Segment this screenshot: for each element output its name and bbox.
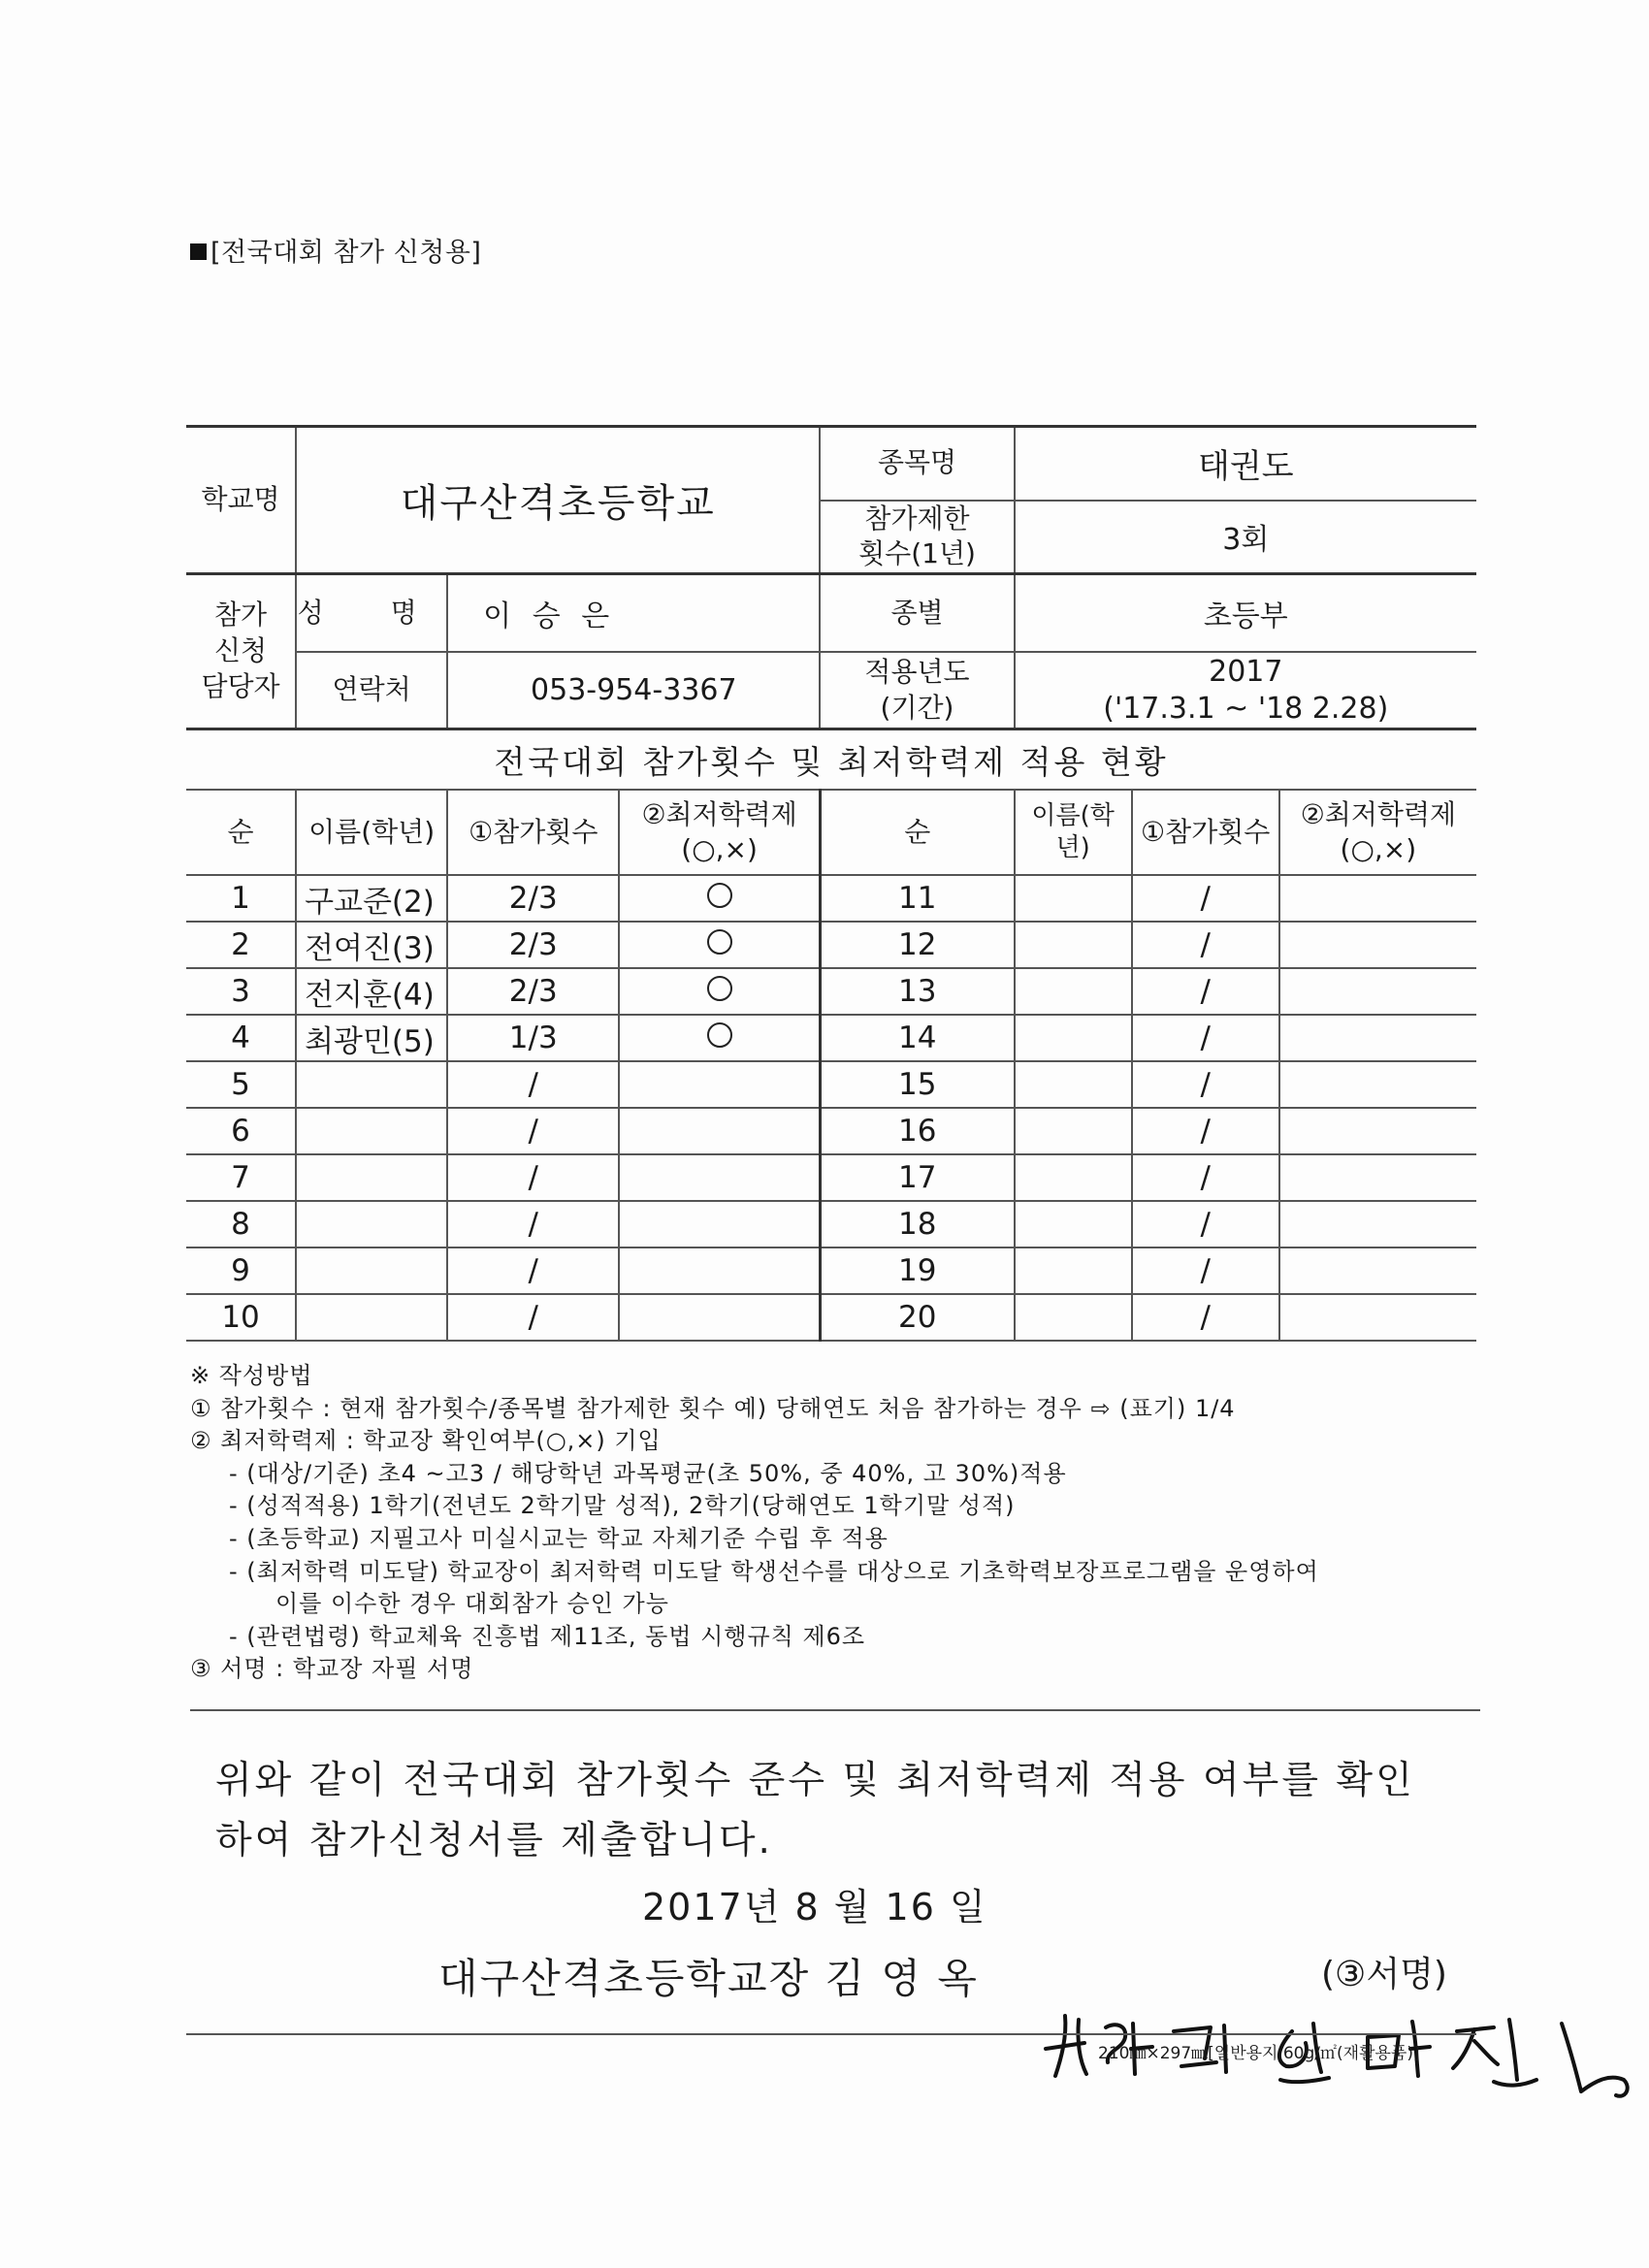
row-number: 15 bbox=[820, 1061, 1014, 1108]
school-name: 대구산격초등학교 bbox=[296, 427, 820, 574]
student-name bbox=[296, 1108, 447, 1154]
student-name bbox=[1015, 1201, 1132, 1247]
academic-status bbox=[619, 922, 820, 968]
instruction-2c: - (초등학교) 지필고사 미실시교는 학교 자체기준 수립 후 적용 bbox=[229, 1524, 889, 1552]
academic-status bbox=[619, 1154, 820, 1201]
academic-status bbox=[619, 1061, 820, 1108]
participation-count: 1/3 bbox=[447, 1015, 619, 1061]
academic-status bbox=[1279, 1247, 1476, 1294]
row-number: 9 bbox=[186, 1247, 296, 1294]
participation-count: / bbox=[1132, 1061, 1279, 1108]
event-label: 종목명 bbox=[820, 427, 1014, 501]
contact-phone-label: 연락처 bbox=[296, 652, 447, 729]
contact-name-value: 이 승 은 bbox=[447, 574, 820, 652]
participation-count: 2/3 bbox=[447, 968, 619, 1015]
student-name bbox=[1015, 1015, 1132, 1061]
table-row bbox=[186, 922, 1476, 968]
participation-count: / bbox=[447, 1108, 619, 1154]
student-name bbox=[1015, 1294, 1132, 1341]
table-row bbox=[186, 1015, 1476, 1061]
academic-status bbox=[1279, 1294, 1476, 1341]
header-academic: ②최저학력제 (○,×) bbox=[619, 790, 820, 875]
row-number: 3 bbox=[186, 968, 296, 1015]
student-name bbox=[296, 1201, 447, 1247]
table-row bbox=[186, 1294, 1476, 1341]
event-value: 태권도 bbox=[1015, 427, 1476, 501]
table-row bbox=[186, 1201, 1476, 1247]
instructions-section bbox=[190, 1360, 1480, 1711]
contact-name-label: 성 명 bbox=[296, 574, 447, 652]
row-number: 11 bbox=[820, 875, 1014, 922]
limit-label: 참가제한 횟수(1년) bbox=[820, 501, 1014, 574]
participation-count: / bbox=[447, 1201, 619, 1247]
student-name bbox=[1015, 968, 1132, 1015]
section-title: 전국대회 참가횟수 및 최저학력제 적용 현황 bbox=[186, 729, 1476, 791]
header-no: 순 bbox=[186, 790, 296, 875]
academic-status bbox=[619, 1247, 820, 1294]
row-number: 10 bbox=[186, 1294, 296, 1341]
student-name bbox=[296, 1061, 447, 1108]
row-number: 14 bbox=[820, 1015, 1014, 1061]
document-label-text: [전국대회 참가 신청용] bbox=[210, 238, 482, 268]
table-row bbox=[186, 1247, 1476, 1294]
document-label bbox=[190, 231, 481, 269]
academic-status bbox=[1279, 1108, 1476, 1154]
confirmation-statement bbox=[215, 1751, 1415, 1872]
academic-status bbox=[1279, 1154, 1476, 1201]
circle-mark-icon bbox=[707, 1022, 732, 1048]
row-number: 7 bbox=[186, 1154, 296, 1201]
row-number: 2 bbox=[186, 922, 296, 968]
academic-status bbox=[1279, 1061, 1476, 1108]
row-number: 16 bbox=[820, 1108, 1014, 1154]
row-number: 17 bbox=[820, 1154, 1014, 1201]
academic-status bbox=[1279, 1201, 1476, 1247]
student-name bbox=[296, 1294, 447, 1341]
participation-count: / bbox=[1132, 1154, 1279, 1201]
student-name bbox=[296, 1154, 447, 1201]
student-name: 구교준(2) bbox=[296, 875, 447, 922]
instructions-title: ※ 작성방법 bbox=[190, 1362, 313, 1389]
participation-count: / bbox=[1132, 1247, 1279, 1294]
academic-status bbox=[1279, 1015, 1476, 1061]
table-row bbox=[186, 1154, 1476, 1201]
student-name: 전지훈(4) bbox=[296, 968, 447, 1015]
row-number: 20 bbox=[820, 1294, 1014, 1341]
row-number: 19 bbox=[820, 1247, 1014, 1294]
participation-count: / bbox=[1132, 1294, 1279, 1341]
principal-name: 대구산격초등학교장 김 영 옥 bbox=[438, 1955, 979, 2002]
instruction-2b: - (성적적용) 1학기(전년도 2학기말 성적), 2학기(당해연도 1학기말 성적) bbox=[229, 1492, 1016, 1520]
row-number: 1 bbox=[186, 875, 296, 922]
academic-status bbox=[1279, 922, 1476, 968]
submission-date: 2017년 8 월 16 일 bbox=[642, 1886, 987, 1928]
instruction-3: ③ 서명 : 학교장 자필 서명 bbox=[190, 1655, 474, 1683]
confirmation-line-2: 하여 참가신청서를 제출합니다. bbox=[215, 1819, 773, 1863]
participation-count: / bbox=[447, 1154, 619, 1201]
confirmation-line-1: 위와 같이 전국대회 참가횟수 준수 및 최저학력제 적용 여부를 확인 bbox=[215, 1759, 1415, 1802]
student-name bbox=[296, 1247, 447, 1294]
table-row bbox=[186, 875, 1476, 922]
signature-label: (③서명) bbox=[1321, 1955, 1447, 1994]
row-number: 13 bbox=[820, 968, 1014, 1015]
academic-status bbox=[619, 1015, 820, 1061]
participation-count: 2/3 bbox=[447, 922, 619, 968]
header-name-2: 이름(학년) bbox=[1015, 790, 1132, 875]
instruction-2e: - (관련법령) 학교체육 진흥법 제11조, 동법 시행규칙 제6조 bbox=[229, 1622, 866, 1650]
academic-status bbox=[1279, 968, 1476, 1015]
academic-status bbox=[1279, 875, 1476, 922]
student-name: 최광민(5) bbox=[296, 1015, 447, 1061]
student-name bbox=[1015, 1061, 1132, 1108]
row-number: 4 bbox=[186, 1015, 296, 1061]
student-name: 전여진(3) bbox=[296, 922, 447, 968]
table-row bbox=[186, 1108, 1476, 1154]
academic-status bbox=[619, 1108, 820, 1154]
participation-count: / bbox=[1132, 968, 1279, 1015]
header-no-2: 순 bbox=[820, 790, 1014, 875]
participation-count: / bbox=[447, 1061, 619, 1108]
contact-phone-value: 053-954-3367 bbox=[447, 652, 820, 729]
student-name bbox=[1015, 922, 1132, 968]
participation-count: / bbox=[1132, 1201, 1279, 1247]
header-count-2: ①참가횟수 bbox=[1132, 790, 1279, 875]
division-value: 초등부 bbox=[1015, 574, 1476, 652]
student-name bbox=[1015, 1247, 1132, 1294]
circle-mark-icon bbox=[707, 883, 732, 908]
contact-label: 참가 신청 담당자 bbox=[186, 574, 296, 729]
header-count: ①참가횟수 bbox=[447, 790, 619, 875]
division-label: 종별 bbox=[820, 574, 1014, 652]
table-row bbox=[186, 1061, 1476, 1108]
application-form-table bbox=[186, 425, 1476, 1342]
participation-count: 2/3 bbox=[447, 875, 619, 922]
participation-count: / bbox=[1132, 1108, 1279, 1154]
academic-status bbox=[619, 1201, 820, 1247]
paper-spec: 210㎜×297㎜[일반용지 60g/㎡(재활용품)] bbox=[1098, 2044, 1420, 2063]
instruction-1: ① 참가횟수 : 현재 참가횟수/종목별 참가제한 횟수 예) 당해연도 처음 참가하는 경우 ⇨ (표기) 1/4 bbox=[190, 1394, 1236, 1422]
instruction-2: ② 최저학력제 : 학교장 확인여부(○,×) 기입 bbox=[190, 1427, 662, 1455]
participation-count: / bbox=[447, 1247, 619, 1294]
header-name: 이름(학년) bbox=[296, 790, 447, 875]
participation-count: / bbox=[1132, 1015, 1279, 1061]
academic-status bbox=[619, 1294, 820, 1341]
student-name bbox=[1015, 875, 1132, 922]
row-number: 8 bbox=[186, 1201, 296, 1247]
academic-status bbox=[619, 968, 820, 1015]
row-number: 5 bbox=[186, 1061, 296, 1108]
instruction-2d: - (최저학력 미도달) 학교장이 최저학력 미도달 학생선수를 대상으로 기초학력보장프로그램을 운영하여 bbox=[229, 1557, 1319, 1585]
circle-mark-icon bbox=[707, 976, 732, 1001]
square-bullet-icon bbox=[190, 243, 207, 260]
participation-count: / bbox=[1132, 922, 1279, 968]
academic-status bbox=[619, 875, 820, 922]
instruction-2a: - (대상/기준) 초4 ~고3 / 해당학년 과목평균(초 50%, 중 40%, 고 30%)적용 bbox=[229, 1459, 1067, 1487]
year-value: 2017 ('17.3.1 ~ '18 2.28) bbox=[1015, 652, 1476, 729]
header-academic-2: ②최저학력제 (○,×) bbox=[1279, 790, 1476, 875]
row-number: 12 bbox=[820, 922, 1014, 968]
bottom-rule bbox=[186, 2033, 1476, 2035]
year-label: 적용년도 (기간) bbox=[820, 652, 1014, 729]
student-name bbox=[1015, 1154, 1132, 1201]
school-label: 학교명 bbox=[186, 427, 296, 574]
table-row bbox=[186, 968, 1476, 1015]
participation-count: / bbox=[447, 1294, 619, 1341]
row-number: 6 bbox=[186, 1108, 296, 1154]
circle-mark-icon bbox=[707, 929, 732, 955]
participation-count: / bbox=[1132, 875, 1279, 922]
row-number: 18 bbox=[820, 1201, 1014, 1247]
instruction-2d-continued: 이를 이수한 경우 대회참가 승인 가능 bbox=[275, 1590, 669, 1618]
limit-value: 3회 bbox=[1015, 501, 1476, 574]
student-name bbox=[1015, 1108, 1132, 1154]
